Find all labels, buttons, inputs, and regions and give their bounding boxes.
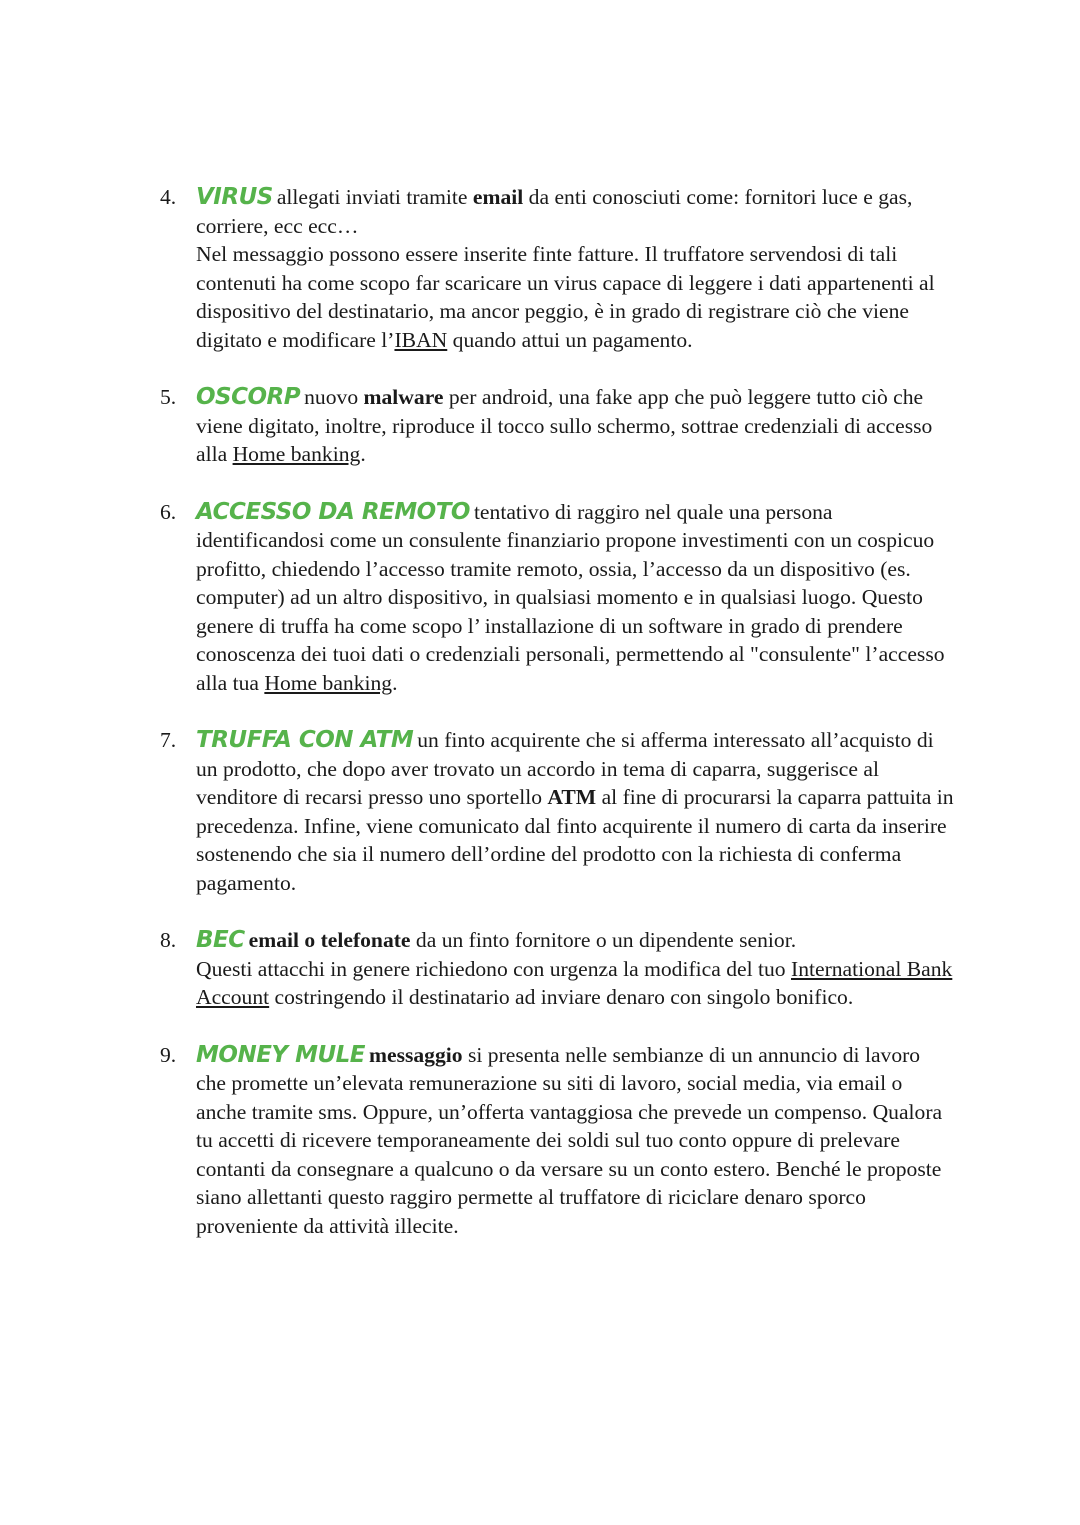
item-text: al fine di procurarsi la caparra pattuita in precedenza. Infine, viene comunicato dal finto acquirente il numero di carta da inserire sostenendo che sia il numero dell’ordine del prodotto con la richiesta di conferma pagamento. (196, 785, 954, 895)
item-text: tentativo di raggiro nel quale una persona identificandosi come un consulente finanziario propone investimenti con un cospicuo profitto, chiedendo l’accesso tramite remoto, ossia, l’accesso da un dispositivo (es. computer) ad un altro dispositivo, in qualsiasi momento e in qualsiasi luogo. Questo genere di truffa ha come scopo l’ installazione di un software in grado di prendere conoscenza dei tuoi dati o credenziali personali, permettendo al "consulente" l’accesso alla tua (196, 499, 945, 695)
list-item-bec (0, 926, 1080, 1012)
item-keyword: MONEY MULE (196, 1041, 365, 1068)
item-text: costringendo il destinatario ad inviare denaro con singolo bonifico. (269, 985, 854, 1009)
item-paragraph (196, 926, 955, 955)
item-underlined: IBAN (394, 327, 448, 352)
item-text: Questi attacchi in genere richiedono con urgenza la modifica del tuo (196, 956, 791, 981)
item-paragraph (196, 183, 955, 240)
item-keyword: VIRUS (196, 184, 273, 210)
item-bold: email o telefonate (248, 928, 411, 952)
item-text: . (360, 442, 366, 466)
item-number: 9. (160, 1042, 177, 1067)
item-text: . (392, 670, 398, 695)
item-number: 7. (160, 728, 177, 752)
item-paragraph (196, 1041, 955, 1241)
item-text: allegati inviati tramite (276, 185, 473, 209)
item-bold: ATM (547, 785, 597, 809)
item-keyword: TRUFFA CON ATM (196, 727, 414, 753)
home-banking-link[interactable]: Home banking (264, 670, 393, 695)
item-paragraph (196, 955, 955, 1012)
item-text: un finto acquirente che si afferma interessato all’acquisto di un prodotto, che dopo aver trovato un accordo in tema di caparra, suggerisce al venditore di recarsi presso uno sportello (196, 728, 934, 809)
list-item-virus (0, 183, 1080, 354)
item-text: quando attui un pagamento. (447, 327, 693, 352)
list-item-truffa-atm (0, 726, 1080, 897)
item-paragraph (196, 383, 955, 469)
item-keyword: ACCESSO DA REMOTO (196, 498, 470, 525)
item-bold: malware (363, 385, 444, 409)
item-paragraph (196, 240, 955, 354)
item-paragraph (196, 726, 955, 897)
item-bold: messaggio (369, 1042, 463, 1067)
item-number: 8. (160, 928, 177, 952)
item-bold: email (472, 185, 524, 209)
item-number: 5. (160, 385, 177, 409)
list-item-money-mule (0, 1041, 1080, 1241)
item-number: 4. (160, 185, 177, 209)
fraud-list (0, 183, 1080, 1269)
item-text: Nel messaggio possono essere inserite finte fatture. Il truffatore servendosi di tali contenuti ha come scopo far scaricare un virus capace di leggere i dati appartenenti al dispositivo del destinatario, ma ancor peggio, è in grado di registrare ciò che viene digitato e modificare l’ (196, 242, 935, 352)
item-text: da un finto fornitore o un dipendente senior. (410, 928, 797, 952)
item-text: nuovo (304, 385, 364, 409)
item-paragraph (196, 498, 955, 698)
home-banking-link[interactable]: Home banking (232, 442, 361, 466)
list-item-oscorp (0, 383, 1080, 469)
item-keyword: BEC (196, 927, 245, 953)
item-text: si presenta nelle sembianze di un annuncio di lavoro che promette un’elevata remunerazione su siti di lavoro, social media, via email o anche tramite sms. Oppure, un’offerta vantaggiosa che prevede un compenso. Qualora tu accetti di ricevere temporaneamente dei soldi sul tuo conto oppure di prelevare contanti da consegnare a qualcuno o da versare su un conto estero. Benché le proposte siano allettanti questo raggiro permette al truffatore di riciclare denaro sporco proveniente da attività illecite. (196, 1042, 943, 1238)
item-keyword: OSCORP (196, 384, 301, 410)
item-number: 6. (160, 499, 177, 524)
item-text: per android, una fake app che può leggere tutto ciò che viene digitato, inoltre, riproduce il tocco sullo schermo, sottrae credenziali di accesso alla (196, 385, 933, 466)
item-text: da enti conosciuti come: fornitori luce e gas, corriere, ecc ecc… (196, 185, 913, 238)
international-bank-account-link[interactable]: International Bank Account (196, 956, 953, 1009)
list-item-accesso-remoto (0, 498, 1080, 698)
